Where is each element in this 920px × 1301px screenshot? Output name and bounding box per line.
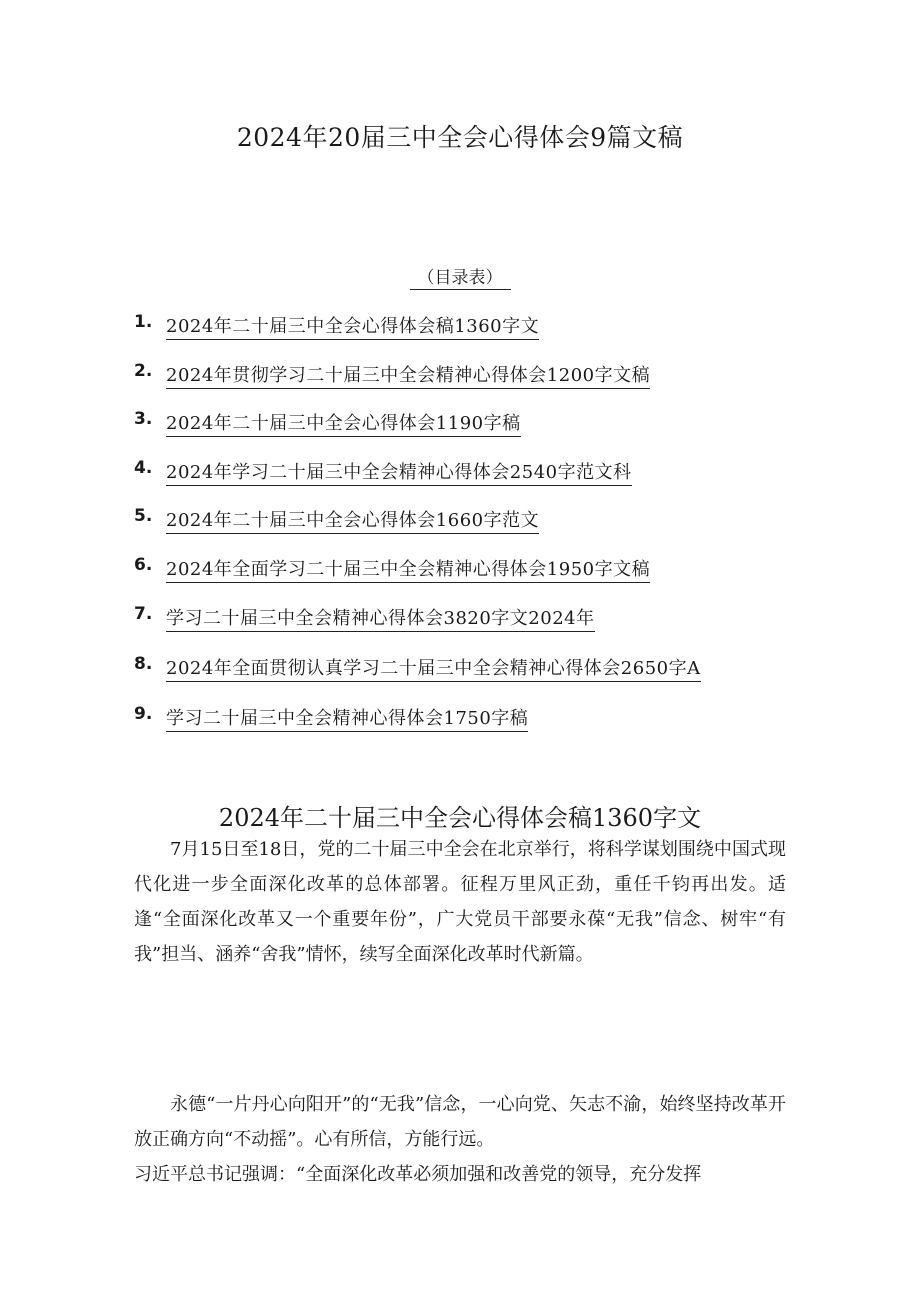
- section-title: 2024年二十届三中全会心得体会稿1360字文: [218, 804, 702, 832]
- toc-item-number: 9.: [134, 704, 153, 724]
- toc-item-number: 6.: [134, 555, 153, 575]
- toc-item-link[interactable]: 2024年二十届三中全会心得体会1660字范文: [166, 506, 539, 534]
- toc-item-number: 8.: [134, 654, 153, 674]
- body-paragraph: 7月15日至18日，党的二十届三中全会在北京举行，将科学谋划围绕中国式现代化进一步全面深化改革的总体部署。征程万里风正劲，重任千钧再出发。适逢“全面深化改革又一个重要年份”，广大党员干部要永葆“无我”信念、树牢“有我”担当、涵养“舍我”情怀，续写全面深化改革时代新篇。: [134, 839, 786, 965]
- toc-item-link[interactable]: 学习二十届三中全会精神心得体会3820字文2024年: [166, 604, 595, 632]
- toc-item-link[interactable]: 学习二十届三中全会精神心得体会1750字稿: [166, 704, 528, 732]
- toc-item-link[interactable]: 2024年贯彻学习二十届三中全会精神心得体会1200字文稿: [166, 361, 650, 389]
- toc-item-number: 4.: [134, 458, 153, 478]
- toc-item-number: 2.: [134, 361, 153, 381]
- toc-item-link[interactable]: 2024年二十届三中全会心得体会1190字稿: [166, 409, 521, 437]
- toc-heading-label: （目录表）: [410, 263, 511, 290]
- body-paragraph: 习近平总书记强调：“全面深化改革必须加强和改善党的领导，充分发挥: [134, 1164, 702, 1185]
- toc-item-number: 5.: [134, 506, 153, 526]
- body-paragraph: 永德“一片丹心向阳开”的“无我”信念，一心向党、矢志不渝，始终坚持改革开放正确方向“不动摇”。心有所信，方能行远。: [134, 1094, 786, 1150]
- toc-item-link[interactable]: 2024年全面贯彻认真学习二十届三中全会精神心得体会2650字A: [166, 654, 701, 682]
- toc-item-number: 3.: [134, 409, 153, 429]
- document-title: 2024年20届三中全会心得体会9篇文稿: [236, 123, 684, 152]
- toc-item-number: 7.: [134, 604, 153, 624]
- toc-item-number: 1.: [134, 312, 153, 332]
- toc-item-link[interactable]: 2024年二十届三中全会心得体会稿1360字文: [166, 312, 539, 340]
- toc-item-link[interactable]: 2024年学习二十届三中全会精神心得体会2540字范文科: [166, 458, 632, 486]
- toc-heading: [0, 263, 920, 290]
- toc-item-link[interactable]: 2024年全面学习二十届三中全会精神心得体会1950字文稿: [166, 555, 650, 583]
